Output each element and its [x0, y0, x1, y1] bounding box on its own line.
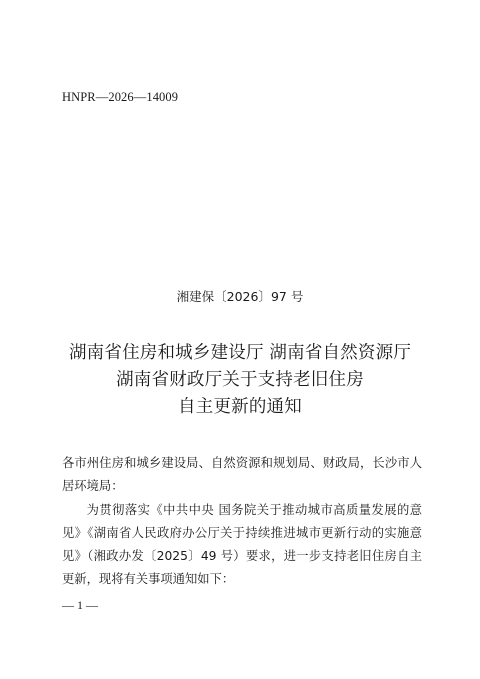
title-line: 湖南省住房和城乡建设厅 湖南省自然资源厅: [68, 343, 412, 363]
document-body: [62, 452, 422, 592]
title-line: 湖南省财政厅关于支持老旧住房: [116, 370, 364, 390]
recipients-paragraph: 各市州住房和城乡建设局、自然资源和规划局、财政局，长沙市人居环境局：: [62, 456, 422, 494]
title-line: 自主更新的通知: [178, 397, 302, 417]
document-title: [0, 340, 480, 421]
document-number: 湘建保〔2026〕97 号: [176, 289, 304, 304]
page-number: — 1 —: [62, 598, 98, 612]
body-paragraph: 为贯彻落实《中共中央 国务院关于推动城市高质量发展的意见》《湖南省人民政府办公厅关于持续推进城市更新行动的实施意见》（湘政办发〔2025〕49 号）要求，进一步支持老旧住房自主更新，现将有关事项通知如下：: [62, 502, 422, 587]
document-code: HNPR—2026—14009: [62, 90, 179, 104]
